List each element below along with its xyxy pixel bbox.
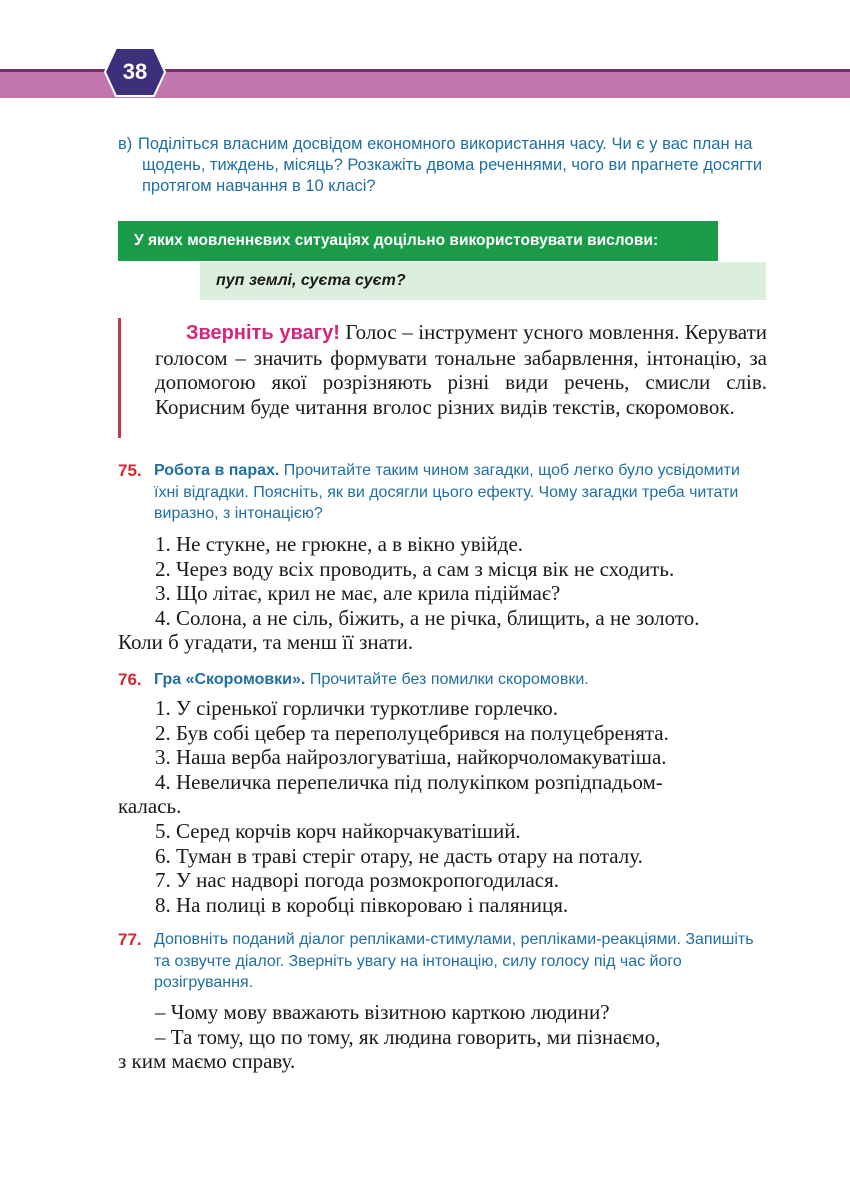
riddle-item: 2. Через воду всіх проводить, а сам з місця вік не сходить. <box>155 556 675 581</box>
task-v-marker: в) <box>118 135 133 153</box>
riddle-item: 4. Солона, а не сіль, біжить, а не річка, блищить, а не золото. <box>155 605 700 630</box>
tongue-twister-item: 2. Був собі цебер та переполуцебрився на полуцебренята. <box>155 720 669 745</box>
dialog-line: з ким маємо справу. <box>118 1049 296 1074</box>
phrases-list: пуп землі, суєта суєт? <box>200 262 766 300</box>
attention-block <box>155 320 767 419</box>
task-75-riddles <box>118 532 768 655</box>
tongue-twister-item: 8. На полиці в коробці півкороваю і паляниця. <box>155 892 569 917</box>
task-76-body <box>154 669 768 691</box>
dialog-line: – Та тому, що по тому, як людина говорить, ми пізнаємо, <box>155 1024 661 1049</box>
page-number: 38 <box>122 59 148 84</box>
task-77-dialog <box>118 1000 768 1074</box>
tongue-twister-item: 7. У нас надворі погода розмокропогодилася. <box>155 868 559 893</box>
task-v-text: Поділіться власним досвідом економного використання часу. Чи є у вас план на щодень, тиждень, місяць? Розкажіть двома реченнями, чого ви прагнете досягти протягом навчання в 10 класі? <box>138 135 763 195</box>
dialog-line: – Чому мову вважають візитною карткою людини? <box>155 1000 610 1024</box>
task-75-number: 75. <box>118 461 142 480</box>
tongue-twister-item: 4. Невеличка перепеличка під полукіпком розпідпадьом- <box>155 769 663 794</box>
task-77-text: Доповніть поданий діалог репліками-стимулами, репліками-реакціями. Запишіть та озвучте діалог. Зверніть увагу на інтонацію, силу голосу під час його розігрування. <box>154 931 754 991</box>
task-77-number: 77. <box>118 930 142 949</box>
task-76-text: Прочитайте без помилки скоромовки. <box>309 671 589 688</box>
task-v <box>118 134 778 197</box>
task-75-text: Прочитайте таким чином загадки, щоб легко було усвідомити їхні відгадки. Поясніть, як ви досягли цього ефекту. Чому загадки треба читати виразно, з інтонацією? <box>154 462 740 522</box>
riddle-item: 3. Що літає, крил не має, але крила підіймає? <box>155 581 561 606</box>
attention-rule <box>118 318 121 438</box>
tongue-twister-item: 6. Туман в траві стеріг отару, не дасть отару на поталу. <box>155 843 643 868</box>
tongue-twister-item: калась. <box>118 794 182 819</box>
task-75 <box>118 460 768 525</box>
task-76-tongue-twisters <box>118 696 768 917</box>
task-76-title: Гра «Скоромовки». <box>154 671 306 688</box>
riddle-final: Коли б угадати, та менш її знати. <box>118 630 414 655</box>
riddle-item: 1. Не стукне, не грюкне, а в вікно увійде. <box>155 532 524 556</box>
attention-text: Голос – інструмент усного мовлення. Керувати голосом – значить формувати тональне забарвлення, інтонацію, за допомогою якої розрізняють різні види речень, смисли слів. Корисним буде читання вголос різних видів текстів, скоромовок. <box>155 320 767 419</box>
tongue-twister-item: 3. Наша верба найрозлогуватіша, найкорчоломакуватіша. <box>155 745 667 770</box>
task-75-body <box>154 460 768 525</box>
tongue-twister-item: 1. У сіренької горлички туркотливе горлечко. <box>155 696 558 720</box>
task-76-number: 76. <box>118 670 142 689</box>
task-76 <box>118 669 768 691</box>
tongue-twister-item: 5. Серед корчів корч найкорчакуватіший. <box>155 818 521 843</box>
task-75-title: Робота в парах. <box>154 462 280 479</box>
phrases-question: У яких мовленнєвих ситуаціях доцільно використовувати вислови: <box>118 221 718 261</box>
task-77 <box>118 929 768 994</box>
attention-lead: Зверніть увагу! <box>186 322 340 344</box>
